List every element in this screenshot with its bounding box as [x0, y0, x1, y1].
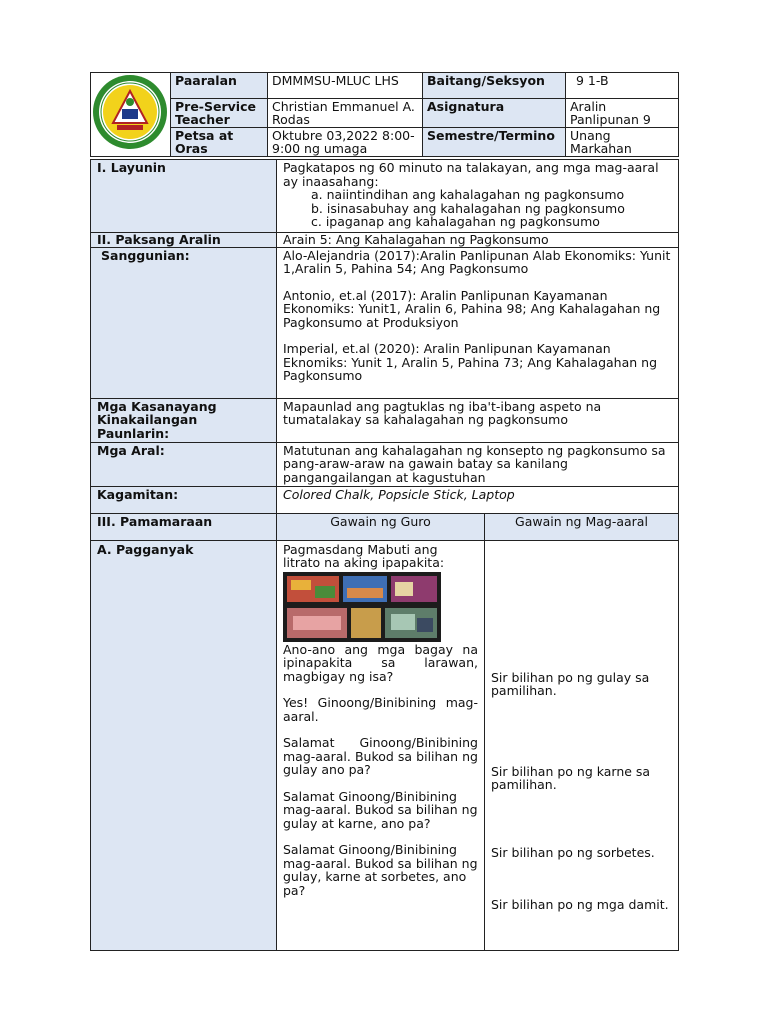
layunin-intro: Pagkatapos ng 60 minuto na talakayan, ang mga mag-aaral ay inaasahang: [283, 160, 659, 189]
subject-value: Aralin Panlipunan 9 [566, 99, 679, 128]
objectives-list [283, 188, 672, 229]
paksa-label: II. Paksang Aralin [91, 233, 277, 248]
pagganyak-student [485, 540, 679, 950]
student-response: Sir bilihan po ng karne sa pamilihan. [491, 763, 651, 792]
layunin-content [277, 160, 679, 233]
date-value: Oktubre 03,2022 8:00-9:00 ng umaga [268, 128, 423, 157]
objective-item: c. ipaganap ang kahalagahan ng pagkonsumo [311, 214, 600, 229]
pagganyak-label: A. Pagganyak [91, 540, 277, 950]
aral-value: Matutunan ang kahalagahan ng konsepto ng pagkonsumo sa pang-araw-araw na gawain batay sa kanilang pangangailangan at kagustuhan [277, 442, 679, 486]
school-value: DMMMSU-MLUC LHS [268, 73, 423, 99]
reference-item: Imperial, et.al (2020): Aralin Panlipunan Kayamanan Eknomiks: Yunit 1, Aralin 5, Pahina 73; Ang Kahalagahan ng Pagkonsumo [283, 341, 658, 383]
header-table [90, 72, 679, 157]
reference-item: Antonio, et.al (2017): Aralin Panlipunan Kayamanan Ekonomiks: Yunit1, Aralin 6, Pahina 98; Ang Kahalagahan ng Pagkonsumo at Produksiyon [283, 287, 661, 330]
lesson-plan-table [90, 159, 679, 951]
objective-item: b. isinasabuhay ang kahalagahan ng pagkonsumo [311, 200, 625, 216]
teacher-value: Christian Emmanuel A. Rodas [268, 99, 423, 128]
grade-value: 9 1-B [566, 73, 679, 99]
kasanayan-label: Mga Kasanayang Kinakailangan Paunlarin: [91, 398, 277, 442]
sanggunian-label: Sanggunian: [91, 247, 277, 398]
teacher-prompt: Salamat Ginoong/Binibining mag-aaral. Bukod sa bilihan ng gulay at karne, ano pa? [283, 788, 478, 831]
pamamaraan-label: III. Pamamaraan [91, 513, 277, 540]
kagamitan-label: Kagamitan: [91, 486, 277, 513]
teacher-prompt: Yes! Ginoong/Binibining mag-aaral. [283, 695, 478, 724]
student-response: Sir bilihan po ng mga damit. [491, 896, 669, 912]
kagamitan-value: Colored Chalk, Popsicle Stick, Laptop [277, 486, 679, 513]
layunin-label: I. Layunin [91, 160, 277, 233]
reference-item: Alo-Alejandria (2017):Aralin Panlipunan Alab Ekonomiks: Yunit 1,Aralin 5, Pahina 54; Ang Pagkonsumo [283, 247, 671, 276]
grade-label: Baitang/Seksyon [423, 73, 566, 99]
sanggunian-content [277, 247, 679, 398]
school-label: Paaralan [171, 73, 268, 99]
kasanayan-value: Mapaunlad ang pagtuklas ng iba't-ibang aspeto na tumatalakay sa kahalagahan ng pagkonsumo [277, 398, 679, 442]
term-value: Unang Markahan [566, 128, 679, 157]
market-photo-collage [283, 572, 441, 642]
term-label: Semestre/Termino [423, 128, 566, 157]
teacher-prompt: Ano-ano ang mga bagay na ipinapakita sa larawan, magbigay ng isa? [283, 641, 478, 684]
objective-item: a. naiintindihan ang kahalagahan ng pagkonsumo [311, 187, 625, 202]
school-seal-icon [91, 73, 169, 151]
aral-label: Mga Aral: [91, 442, 277, 486]
teacher-prompt: Salamat Ginoong/Binibining mag-aaral. Bukod sa bilihan ng gulay ano pa? [283, 735, 478, 777]
paksa-value: Arain 5: Ang Kahalagahan ng Pagkonsumo [277, 233, 679, 248]
student-column-header: Gawain ng Mag-aaral [485, 513, 679, 540]
student-response: Sir bilihan po ng sorbetes. [491, 844, 655, 860]
student-response: Sir bilihan po ng gulay sa pamilihan. [491, 669, 650, 698]
teacher-prompt: Salamat Ginoong/Binibining mag-aaral. Bukod sa bilihan ng gulay, karne at sorbetes, ano pa? [283, 842, 478, 898]
pagganyak-intro: Pagmasdang Mabuti ang litrato na aking ipapakita: [283, 541, 445, 570]
teacher-column-header: Gawain ng Guro [277, 513, 485, 540]
pagganyak-teacher [277, 540, 485, 950]
date-label: Petsa at Oras [171, 128, 268, 157]
school-logo [91, 73, 171, 157]
teacher-label: Pre-Service Teacher [171, 99, 268, 128]
subject-label: Asignatura [423, 99, 566, 128]
